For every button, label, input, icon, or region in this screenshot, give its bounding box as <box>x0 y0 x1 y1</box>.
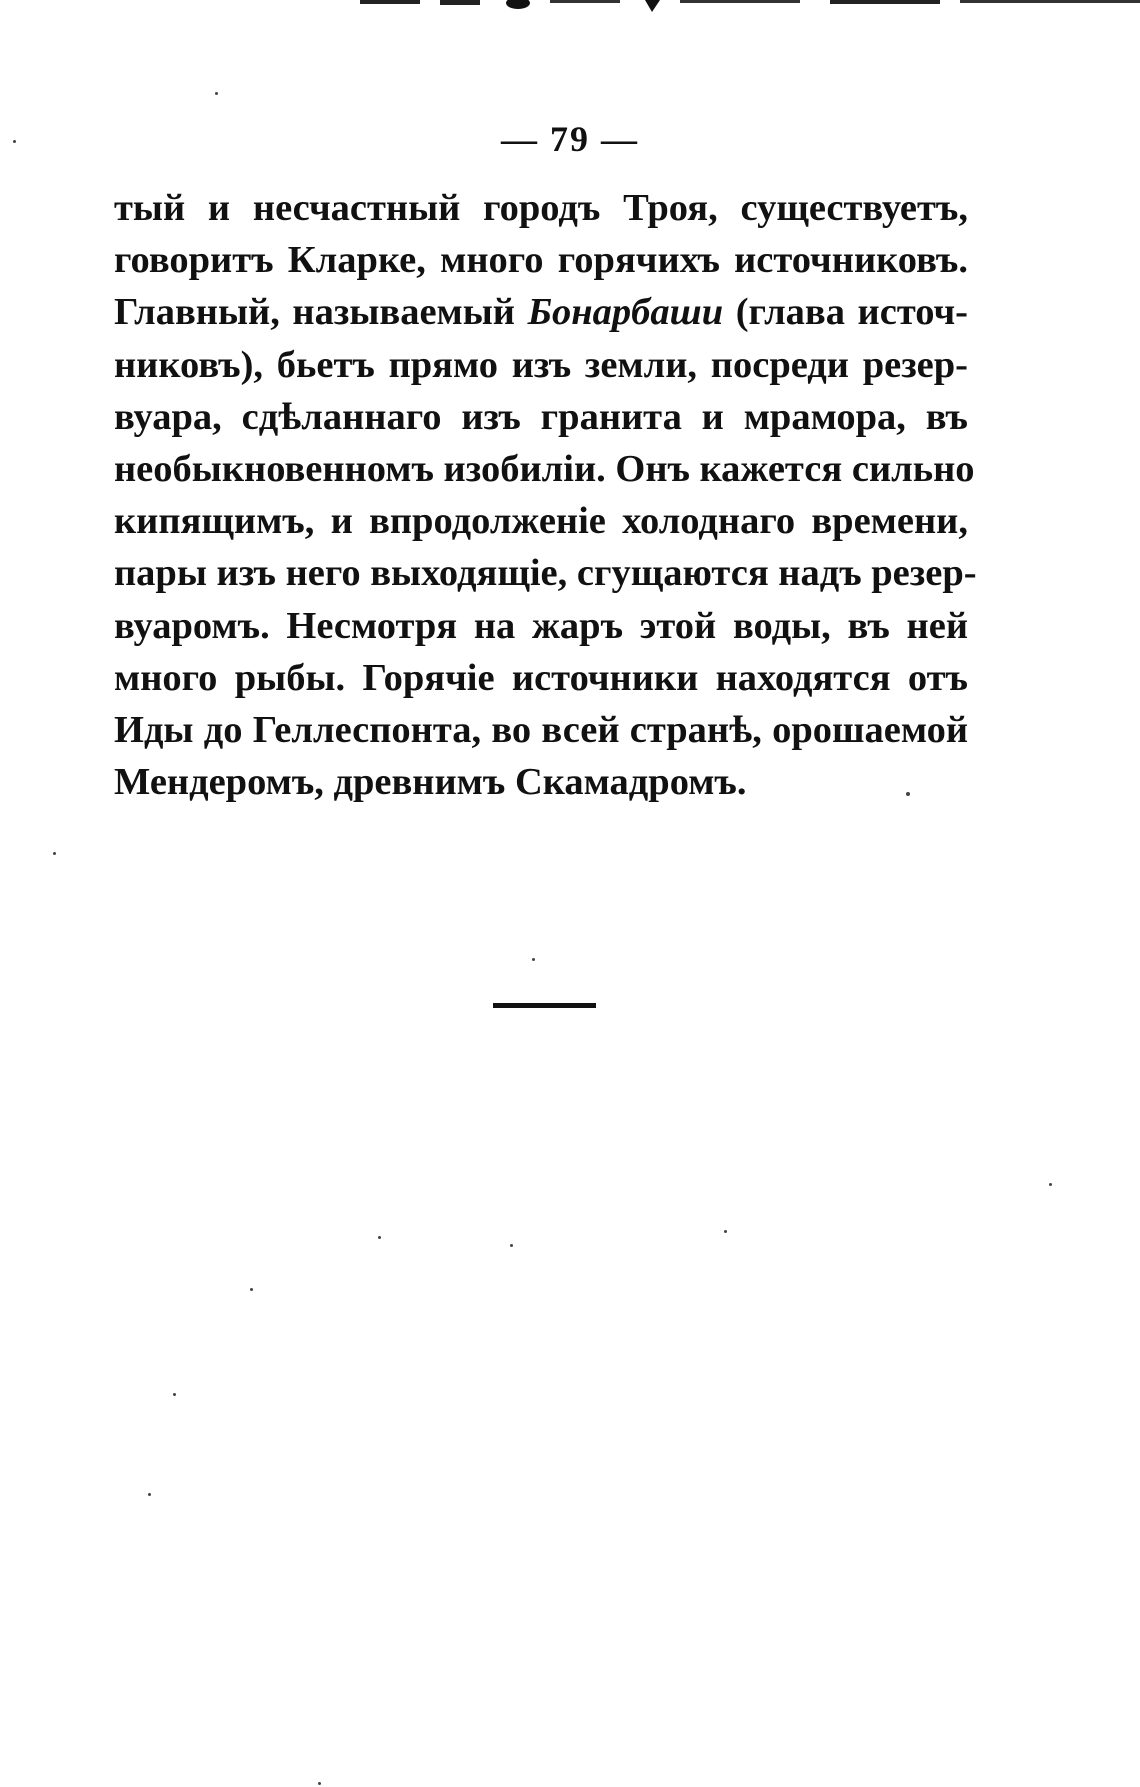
speck <box>250 1288 253 1291</box>
speck <box>53 852 56 855</box>
speck <box>148 1493 151 1496</box>
speck <box>215 92 218 95</box>
speck <box>318 1782 321 1785</box>
text-line: говоритъ Кларке, много горячихъ источниковъ. <box>114 239 968 282</box>
text-segment: Главный, называемый <box>114 291 528 334</box>
text-segment: (глава источ- <box>723 291 969 334</box>
text-line: Иды до Геллеспонта, во всей странѣ, орошаемой <box>114 708 968 751</box>
body-text <box>114 182 977 808</box>
text-line: необыкновенномъ изобиліи. Онъ кажется сильно <box>114 447 975 490</box>
speck <box>378 1236 381 1239</box>
text-line: тый и несчастный городъ Троя, существуетъ, <box>114 187 968 229</box>
speck <box>532 958 535 961</box>
page-number: — 79 — <box>501 119 639 159</box>
text-line <box>114 286 968 338</box>
speck <box>906 792 910 796</box>
speck <box>173 1393 176 1396</box>
text-line: много рыбы. Горячіе источники находятся отъ <box>114 656 968 699</box>
speck <box>13 140 16 143</box>
speck <box>724 1230 727 1233</box>
text-line: пары изъ него выходящіе, сгущаются надъ резер- <box>114 552 977 595</box>
top-edge-marks <box>360 0 1140 14</box>
text-line: Мендеромъ, древнимъ Скамадромъ. <box>114 761 747 804</box>
end-rule <box>493 1003 596 1008</box>
text-line: никовъ), бьетъ прямо изъ земли, посреди резер- <box>114 343 968 386</box>
text-line: кипящимъ, и впродолженіе холоднаго времени, <box>114 500 968 543</box>
text-line: вуара, сдѣланнаго изъ гранита и мрамора, въ <box>114 395 968 438</box>
speck <box>1049 1183 1052 1186</box>
speck <box>510 1244 513 1247</box>
italic-term: Бонарбаши <box>527 291 724 334</box>
text-line: вуаромъ. Несмотря на жаръ этой воды, въ ней <box>114 604 968 647</box>
